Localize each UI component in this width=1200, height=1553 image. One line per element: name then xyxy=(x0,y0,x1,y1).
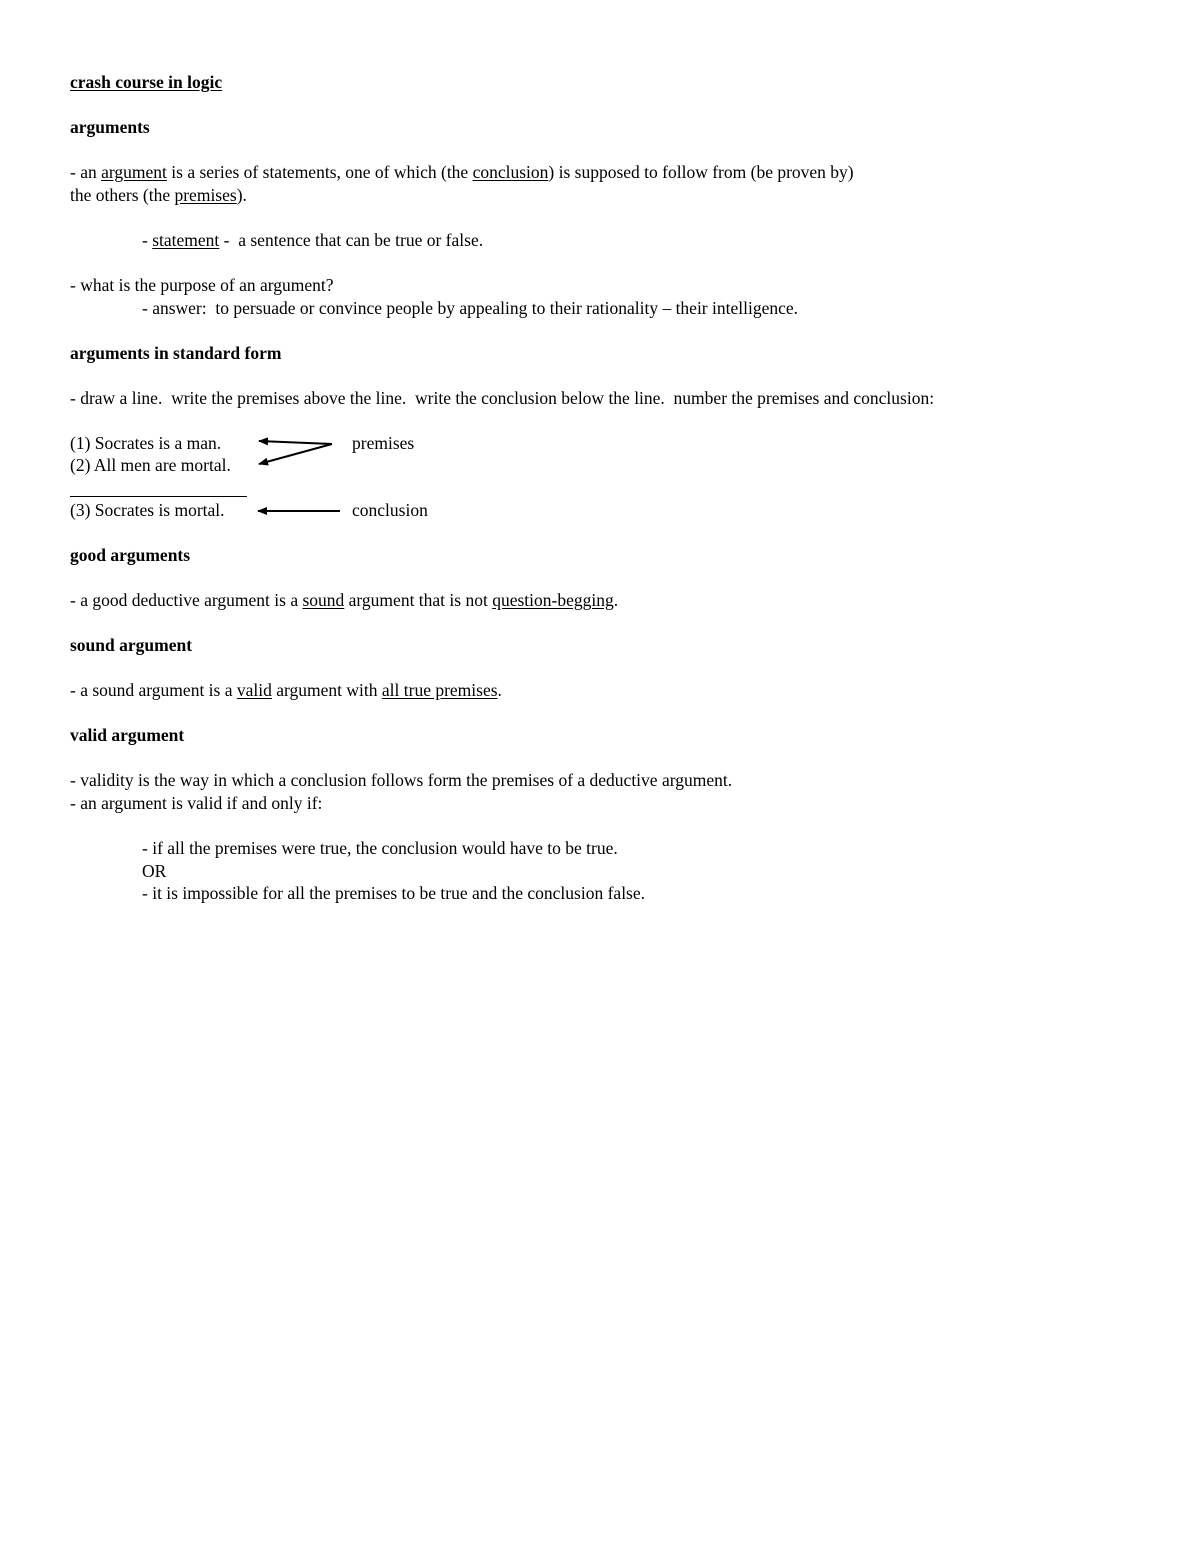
term-argument: argument xyxy=(101,162,167,182)
text-fragment: is a series of statements, one of which (the xyxy=(166,162,473,182)
validity-condition-2: - it is impossible for all the premises to be true and the conclusion false. xyxy=(142,883,646,903)
term-sound: sound xyxy=(302,590,345,610)
premise-1: (1) Socrates is a man. xyxy=(70,433,222,453)
doc-title: crash course in logic xyxy=(70,72,223,92)
text-fragment: . xyxy=(497,680,502,700)
validity-condition-1: - if all the premises were true, the conclusion would have to be true. xyxy=(142,838,618,858)
validity-or: OR xyxy=(142,861,167,881)
text-fragment: ) is supposed to follow from (be proven by) xyxy=(548,162,854,182)
good-argument-definition xyxy=(70,589,618,611)
term-all-true-premises: all true premises xyxy=(381,680,498,700)
heading-arguments: arguments xyxy=(70,117,150,137)
text-fragment: - a sentence that can be true or false. xyxy=(219,230,484,250)
text-fragment: argument that is not xyxy=(344,590,493,610)
arrow-to-premise-1 xyxy=(259,441,332,444)
text-fragment: argument with xyxy=(271,680,382,700)
conclusion-label: conclusion xyxy=(352,500,428,520)
text-fragment: - a good deductive argument is a xyxy=(70,590,303,610)
purpose-answer: - answer: to persuade or convince people by appealing to their rationality – their intelligence. xyxy=(142,298,799,318)
term-valid: valid xyxy=(236,680,272,700)
text-fragment: the others (the xyxy=(70,185,175,205)
text-fragment: - a sound argument is a xyxy=(70,680,237,700)
standard-form-instruction: - draw a line. write the premises above the line. write the conclusion below the line. number the premises and conclusion: xyxy=(70,388,935,408)
purpose-question: - what is the purpose of an argument? xyxy=(70,275,334,295)
validity-line2: - an argument is valid if and only if: xyxy=(70,793,323,813)
heading-good-arguments: good arguments xyxy=(70,545,191,565)
text-fragment: ). xyxy=(236,185,247,205)
text-fragment: . xyxy=(613,590,619,610)
term-statement: statement xyxy=(152,230,220,250)
arrow-to-premise-2 xyxy=(259,444,332,464)
premise-2: (2) All men are mortal. xyxy=(70,455,231,475)
validity-line1: - validity is the way in which a conclusion follows form the premises of a deductive argument. xyxy=(70,770,733,790)
sound-argument-definition xyxy=(70,679,502,701)
term-premises: premises xyxy=(174,185,237,205)
conclusion-statement: (3) Socrates is mortal. xyxy=(70,500,225,520)
text-fragment: - xyxy=(142,230,153,250)
premises-label: premises xyxy=(352,433,415,453)
heading-sound-argument: sound argument xyxy=(70,635,193,655)
text-fragment: - an xyxy=(70,162,102,182)
term-conclusion: conclusion xyxy=(472,162,549,182)
heading-valid-argument: valid argument xyxy=(70,725,185,745)
heading-standard-form: arguments in standard form xyxy=(70,343,282,363)
term-question-begging: question-begging xyxy=(492,590,614,610)
